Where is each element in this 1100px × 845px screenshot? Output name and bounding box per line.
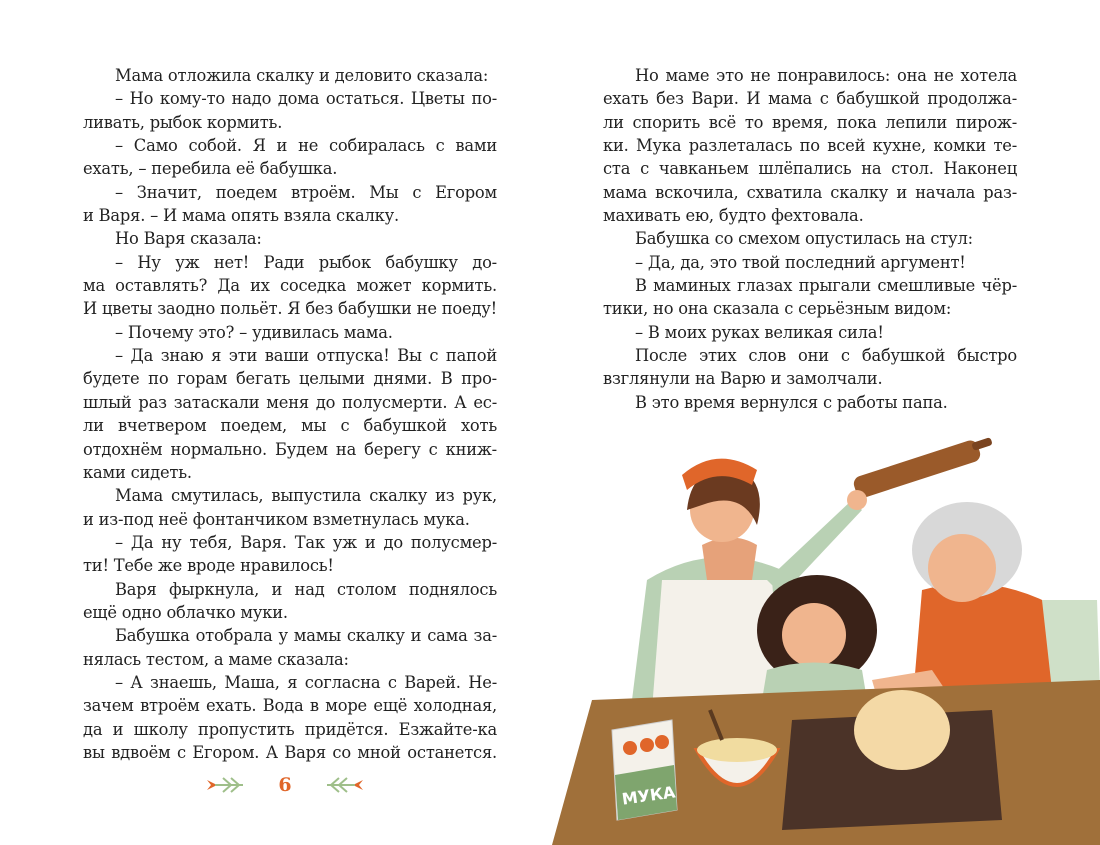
page-number: 6 bbox=[278, 774, 292, 796]
kitchen-illustration bbox=[552, 430, 1100, 845]
text-line: Бабушка отобрала у мамы скалку и сама за- bbox=[115, 626, 497, 646]
text-line: – А знаешь, Маша, я согласна с Варей. Не- bbox=[115, 672, 497, 692]
text-line: ехать без Вари. И мама с бабушкой продолжа- bbox=[603, 89, 1017, 109]
text-line: В маминых глазах прыгали смешливые чёр- bbox=[635, 276, 1017, 296]
text-line: нялась тестом, а маме сказала: bbox=[83, 649, 349, 669]
left-page-text bbox=[83, 64, 497, 764]
text-line: – Да ну тебя, Варя. Так уж и до полусмер- bbox=[115, 532, 497, 552]
text-line: И цветы заодно польёт. Я без бабушки не поеду! bbox=[83, 299, 497, 319]
text-line: ехать, – перебила её бабушка. bbox=[83, 159, 338, 179]
text-line: Но Варя сказала: bbox=[115, 229, 262, 249]
text-line: махивать ею, будто фехтовала. bbox=[603, 206, 864, 226]
text-line: и Варя. – И мама опять взяла скалку. bbox=[83, 206, 399, 226]
flour-bag bbox=[612, 720, 677, 820]
text-line: вы вдвоём с Егором. А Варя со мной останется. bbox=[83, 742, 497, 762]
left-leaf-ornament-icon bbox=[205, 775, 245, 795]
text-line: – Да, да, это твой последний аргумент! bbox=[635, 252, 966, 272]
text-line: шлый раз затаскали меня до полусмерти. А ес- bbox=[83, 392, 497, 412]
text-line: да и школу пропустить придётся. Езжайте-ка bbox=[83, 719, 497, 739]
text-line: ками сидеть. bbox=[83, 462, 192, 482]
text-line: будете по горам бегать целыми днями. В про- bbox=[83, 369, 497, 389]
text-line: После этих слов они с бабушкой быстро bbox=[635, 346, 1017, 366]
right-page-text bbox=[603, 64, 1017, 414]
text-line: – В моих руках великая сила! bbox=[635, 322, 884, 342]
page-number-ornament bbox=[205, 770, 365, 800]
text-line: – Почему это? – удивилась мама. bbox=[115, 322, 393, 342]
text-line: – Но кому-то надо дома остаться. Цветы по- bbox=[115, 89, 497, 109]
girl-figure bbox=[757, 575, 877, 700]
text-line: тики, но она сказала с серьёзным видом: bbox=[603, 299, 952, 319]
text-line: ти! Тебе же вроде нравилось! bbox=[83, 556, 334, 576]
rolling-pin bbox=[852, 437, 993, 499]
text-line: Варя фыркнула, и над столом поднялось bbox=[115, 579, 497, 599]
text-line: мама вскочила, схватила скалку и начала раз- bbox=[603, 182, 1017, 202]
text-line: взглянули на Варю и замолчали. bbox=[603, 369, 883, 389]
text-line: зачем втроём ехать. Вода в море ещё холодная, bbox=[83, 696, 497, 716]
text-line: Бабушка со смехом опустилась на стул: bbox=[635, 229, 973, 249]
text-line: Мама отложила скалку и деловито сказала: bbox=[115, 66, 489, 85]
svg-text:МУКА: МУКА bbox=[620, 782, 677, 809]
text-line: – Само собой. Я и не собиралась с вами bbox=[115, 136, 497, 156]
right-leaf-ornament-icon bbox=[325, 775, 365, 795]
text-line: ки. Мука разлеталась по всей кухне, комки те- bbox=[603, 136, 1017, 156]
dough bbox=[854, 690, 950, 770]
text-line: Мама смутилась, выпустила скалку из рук, bbox=[115, 486, 497, 506]
text-line: ливать, рыбок кормить. bbox=[83, 112, 283, 132]
text-line: ма оставлять? Да их соседка может кормить. bbox=[83, 276, 497, 296]
text-line: – Значит, поедем втроём. Мы с Егором bbox=[115, 182, 497, 202]
text-line: Но маме это не понравилось: она не хотела bbox=[635, 66, 1017, 85]
text-line: отдохнём нормально. Будем на берегу с книж- bbox=[83, 439, 497, 459]
text-line: В это время вернулся с работы папа. bbox=[635, 392, 948, 412]
text-line: ли вчетвером поедем, мы с бабушкой хоть bbox=[83, 416, 497, 436]
text-line: – Ну уж нет! Ради рыбок бабушку до- bbox=[115, 252, 497, 272]
text-line: ста с чавканьем шлёпались на стол. Наконец bbox=[603, 159, 1017, 179]
text-line: ещё одно облачко муки. bbox=[83, 602, 288, 622]
text-line: – Да знаю я эти ваши отпуска! Вы с папой bbox=[115, 346, 497, 366]
text-line: ли спорить всё то время, пока лепили пирож- bbox=[603, 112, 1017, 132]
text-line: и из-под неё фонтанчиком взметнулась мука. bbox=[83, 509, 470, 529]
